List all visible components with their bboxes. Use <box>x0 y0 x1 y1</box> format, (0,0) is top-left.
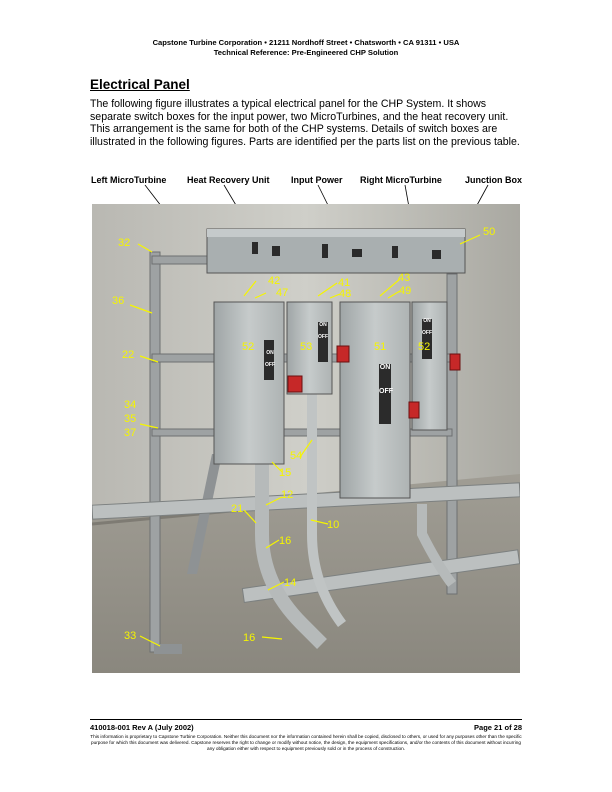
footer-doc-id: 410018-001 Rev A (July 2002) <box>90 723 194 732</box>
callout: 54 <box>290 450 303 462</box>
callout: 48 <box>339 288 352 300</box>
header-company-line: Capstone Turbine Corporation • 21211 Nordhoff Street • Chatsworth • CA 91311 • USA <box>152 38 460 47</box>
footer-rule <box>90 719 522 720</box>
callout: 41 <box>338 277 351 289</box>
callout: 42 <box>268 275 281 287</box>
callout: 52 <box>418 341 431 353</box>
section-title: Electrical Panel <box>90 77 190 92</box>
callout: 52 <box>242 341 255 353</box>
label-left-microturbine: Left MicroTurbine <box>91 175 167 185</box>
header-doc-title: Technical Reference: Pre-Engineered CHP Solution <box>213 48 399 57</box>
callout: 21 <box>231 503 244 515</box>
callout: 53 <box>300 341 313 353</box>
label-right-microturbine: Right MicroTurbine <box>360 175 442 185</box>
switch-on-off-label: ON OFF <box>422 318 432 336</box>
callout: 51 <box>374 341 387 353</box>
callout: 50 <box>483 226 496 238</box>
callout: 33 <box>124 630 137 642</box>
callout: 14 <box>284 577 297 589</box>
callout: 16 <box>243 632 256 644</box>
callout: 49 <box>399 285 412 297</box>
label-heat-recovery-unit: Heat Recovery Unit <box>187 175 270 185</box>
footer-disclaimer: This information is proprietary to Capstone Turbine Corporation. Neither this document nor the information contained herein shall be copied, disclosed to others, or used for any purposes other than the specific purpose for which this document was delivered. Capstone reserves the right to change or modify without notice, the design, the equipment specifications, and/or the contents of this document without incurring any obligation either with respect to equipment previously sold or in the process of construction. <box>90 734 522 752</box>
switch-on-off-label: ON OFF <box>379 364 393 395</box>
callout: 34 <box>124 399 137 411</box>
callout: 37 <box>124 427 137 439</box>
callout: 10 <box>327 519 340 531</box>
callout: 22 <box>122 349 135 361</box>
footer-page-number: Page 21 of 28 <box>474 723 522 732</box>
switch-on-off-label: ON OFF <box>265 350 275 368</box>
intro-paragraph: The following figure illustrates a typical electrical panel for the CHP System. It shows separate switch boxes for the input power, two MicroTurbines, and the heat recovery unit. This arrangement is the same for both of the CHP systems. Details of switch boxes are illustrated in the following figures. Parts are identified per the parts list on the previous table. <box>90 98 520 148</box>
switch-on-off-label: ON OFF <box>318 322 328 340</box>
callout: 47 <box>276 287 289 299</box>
callout: 12 <box>281 489 294 501</box>
callout: 32 <box>118 237 131 249</box>
callout: 36 <box>112 295 125 307</box>
label-junction-box: Junction Box <box>465 175 523 185</box>
callout: 15 <box>279 467 292 479</box>
callout: 43 <box>398 272 411 284</box>
callout: 16 <box>279 535 292 547</box>
callout: 35 <box>124 413 137 425</box>
label-input-power: Input Power <box>291 175 343 185</box>
